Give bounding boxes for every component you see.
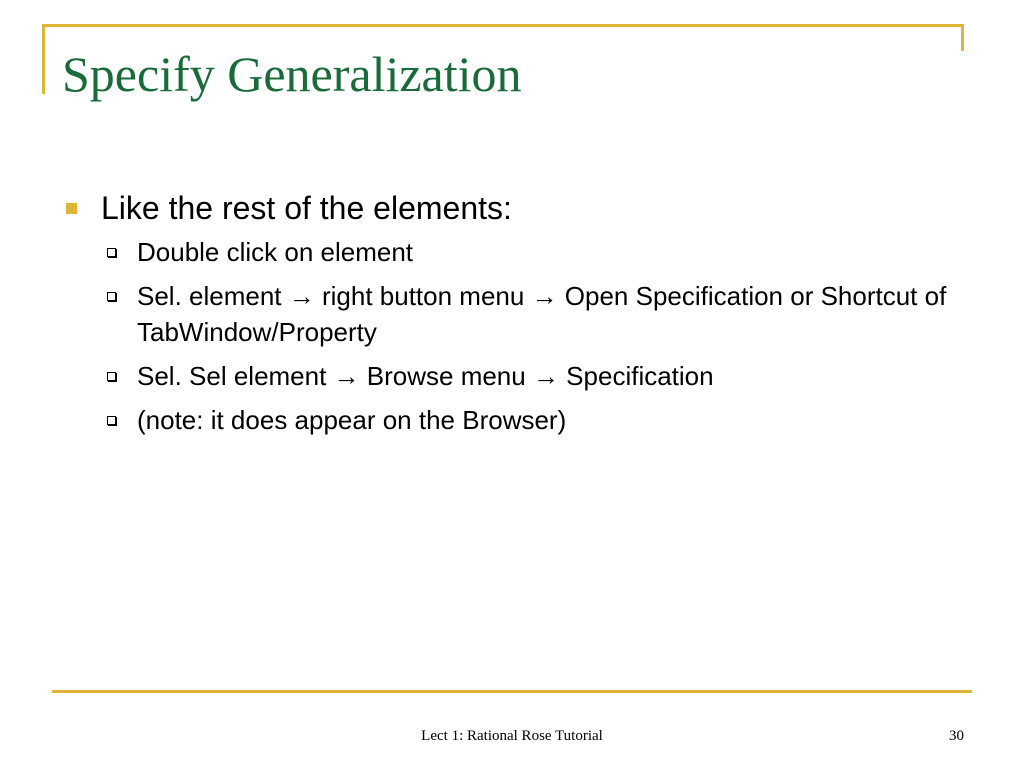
frame-right-rule (961, 24, 964, 51)
hollow-square-bullet-icon (107, 292, 116, 301)
sub-bullet-item (137, 234, 964, 270)
hollow-square-bullet-icon (107, 248, 116, 257)
sub-bullet-item (137, 402, 964, 438)
footer-rule (52, 690, 972, 693)
sub-bullet-text: Sel. element → right button menu → Open Specification or Shortcut of TabWindow/Property (137, 281, 947, 347)
frame-left-rule (42, 24, 45, 94)
sub-bullet-item (137, 278, 964, 350)
sub-bullet-text: Double click on element (137, 237, 414, 267)
sub-bullet-item (137, 358, 964, 394)
slide-content (64, 188, 964, 446)
frame-top-rule (42, 24, 964, 27)
hollow-square-bullet-icon (107, 372, 116, 381)
bullet-item (64, 188, 964, 228)
slide-title: Specify Generalization (62, 46, 522, 102)
sub-bullet-text: (note: it does appear on the Browser) (137, 405, 567, 435)
footer-text: Lect 1: Rational Rose Tutorial (421, 728, 603, 744)
square-bullet-icon (66, 203, 77, 214)
sub-bullet-text: Sel. Sel element → Browse menu → Specification (137, 361, 714, 391)
hollow-square-bullet-icon (107, 416, 116, 425)
bullet-text: Like the rest of the elements: (101, 190, 512, 226)
page-number: 30 (949, 728, 964, 744)
